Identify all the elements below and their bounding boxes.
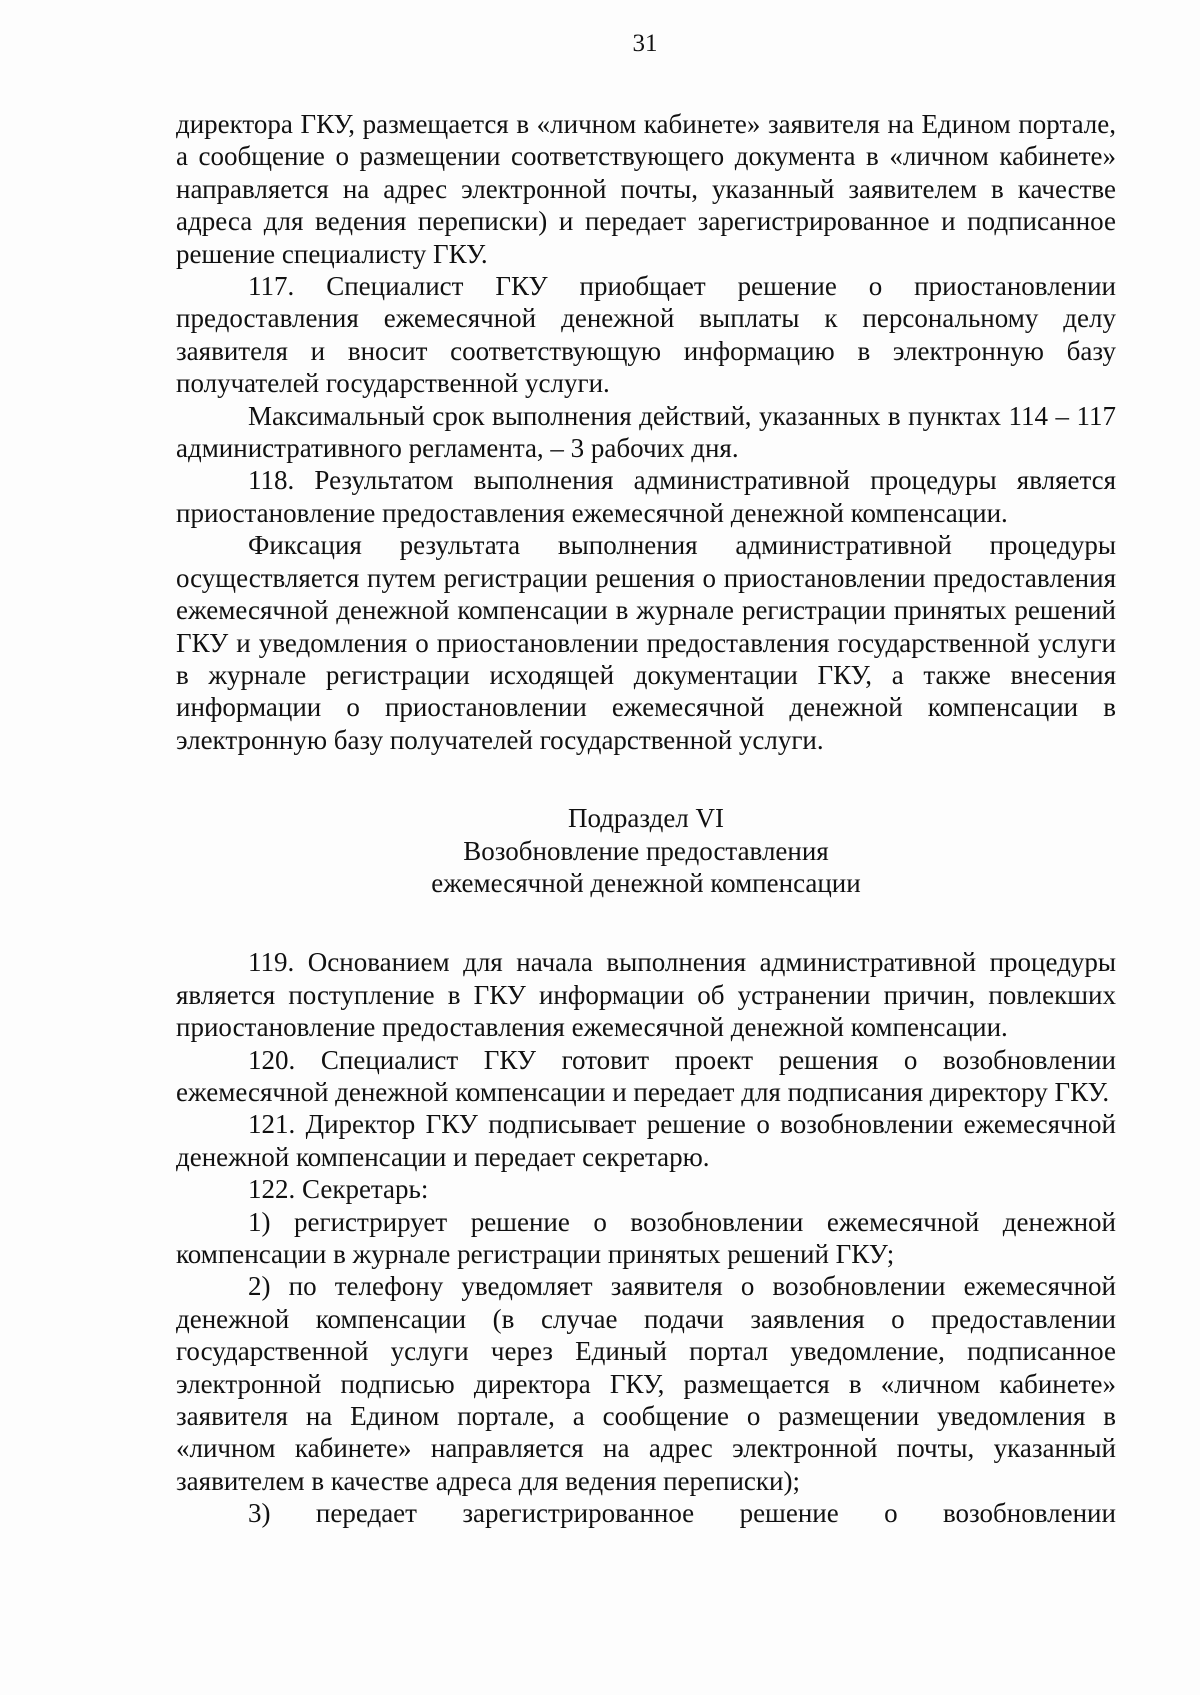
last-line-word: 3) (248, 1498, 271, 1529)
paragraph-continuation: директора ГКУ, размещается в «личном кабинете» заявителя на Едином портале, а сообщение о размещении соответствующего документа в «личном кабинете» направляется на адрес электронной почты, указанный заявителем в качестве адреса для ведения переписки) и передает зарегистрированное и подписанное решение специалисту ГКУ. (176, 109, 1116, 269)
list-item-1: 1) регистрирует решение о возобновлении ежемесячной денежной компенсации в журнале регистрации принятых решений ГКУ; (176, 1206, 1116, 1269)
list-item-2: 2) по телефону уведомляет заявителя о возобновлении ежемесячной денежной компенсации (в случае подачи заявления о предоставлении государственной услуги через Единый портал уведомление, подписанное электронной подписью директора ГКУ, размещается в «личном кабинете» заявителя на Едином портале, а сообщение о размещении уведомления в «личном кабинете» направляется на адрес электронной почты, указанный заявителем в качестве адреса для ведения переписки); (176, 1271, 1116, 1496)
paragraph-max-term: Максимальный срок выполнения действий, указанных в пунктах 114 – 117 административного регламента, – 3 рабочих дня. (176, 400, 1116, 464)
paragraph-117: 117. Специалист ГКУ приобщает решение о приостановлении предоставления ежемесячной денежной выплаты к персональному делу заявителя и вносит соответствующую информацию в электронную базу получателей государственной услуги. (176, 271, 1116, 399)
paragraph-119: 119. Основанием для начала выполнения административной процедуры является поступление в ГКУ информации об устранении причин, повлекших приостановление предоставления ежемесячной денежной компенсации. (176, 947, 1116, 1043)
section-heading-line-1: Подраздел VI (567, 803, 725, 834)
section-heading-line-2: Возобновление предоставления (463, 835, 829, 866)
paragraph-122: 122. Секретарь: (248, 1174, 429, 1205)
paragraph-118: 118. Результатом выполнения административной процедуры является приостановление предоставления ежемесячной денежной компенсации. (176, 465, 1116, 528)
list-item-3-first-line (176, 1497, 1116, 1529)
section-heading (176, 802, 1116, 899)
last-line-word: передает (315, 1498, 417, 1529)
paragraph-120: 120. Специалист ГКУ готовит проект решения о возобновлении ежемесячной денежной компенсации и передает для подписания директору ГКУ. (176, 1044, 1116, 1107)
last-line-word: решение (739, 1498, 839, 1529)
page-number: 31 (632, 30, 658, 57)
paragraph-121: 121. Директор ГКУ подписывает решение о возобновлении ежемесячной денежной компенсации и передает секретарю. (176, 1109, 1116, 1172)
last-line-word: зарегистрированное (462, 1498, 695, 1529)
last-line-word: возобновлении (942, 1498, 1116, 1529)
last-line-word: о (884, 1498, 898, 1529)
section-heading-line-3: ежемесячной денежной компенсации (431, 867, 861, 898)
document-body (176, 108, 1116, 1530)
paragraph-fixation: Фиксация результата выполнения административной процедуры осуществляется путем регистрации решения о приостановлении предоставления ежемесячной денежной компенсации в журнале регистрации принятых решений ГКУ и уведомления о приостановлении предоставления государственной услуги в журнале регистрации исходящей документации ГКУ, а также внесения информации о приостановлении ежемесячной денежной компенсации в электронную базу получателей государственной услуги. (176, 530, 1116, 755)
